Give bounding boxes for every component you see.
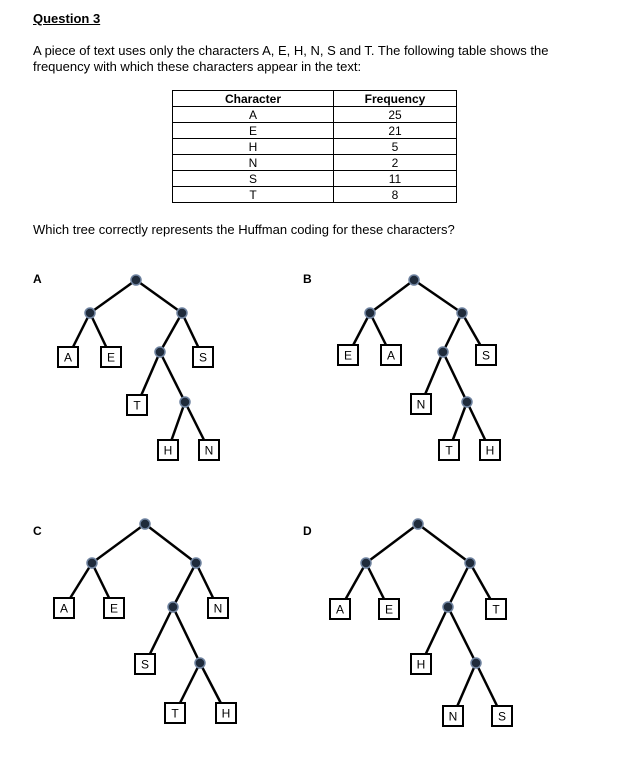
- leaf-label: S: [140, 657, 150, 672]
- character-cell: S: [173, 171, 334, 187]
- option-label: C: [33, 524, 42, 538]
- question-intro: A piece of text uses only the characters A, E, H, N, S and T. The following table shows the frequency with which these characters appear in the text:: [33, 43, 549, 74]
- frequency-cell: 21: [334, 123, 457, 139]
- leaf-node: [439, 440, 459, 460]
- leaf-node: [480, 440, 500, 460]
- leaf-label: S: [481, 348, 491, 363]
- leaf-node: [486, 599, 506, 619]
- tree-option: [303, 519, 512, 726]
- tree-option: [33, 519, 236, 723]
- tree-edge: [90, 280, 136, 313]
- leaf-node: [199, 440, 219, 460]
- tree-edge: [173, 563, 196, 607]
- header-frequency: Frequency: [334, 91, 457, 107]
- leaf-label: S: [198, 350, 208, 365]
- leaf-label: H: [485, 443, 495, 458]
- internal-node: [409, 275, 419, 285]
- leaf-label: H: [221, 706, 231, 721]
- tree-edge: [366, 524, 418, 563]
- leaf-label: H: [163, 443, 173, 458]
- internal-node: [85, 308, 95, 318]
- leaf-node: [411, 394, 431, 414]
- internal-node: [168, 602, 178, 612]
- leaf-node: [330, 599, 350, 619]
- leaf-label: N: [213, 601, 223, 616]
- tree-edge: [92, 524, 145, 563]
- internal-node: [462, 397, 472, 407]
- character-cell: N: [173, 155, 334, 171]
- character-cell: H: [173, 139, 334, 155]
- internal-node: [87, 558, 97, 568]
- leaf-label: H: [416, 657, 426, 672]
- internal-node: [438, 347, 448, 357]
- leaf-node: [193, 347, 213, 367]
- leaf-label: N: [204, 443, 214, 458]
- character-cell: A: [173, 107, 334, 123]
- tree-edge: [160, 352, 185, 402]
- tree-option: [303, 272, 500, 460]
- leaf-node: [216, 703, 236, 723]
- leaf-node: [411, 654, 431, 674]
- tree-edge: [173, 607, 200, 663]
- leaf-label: E: [343, 348, 353, 363]
- character-cell: E: [173, 123, 334, 139]
- leaf-node: [104, 598, 124, 618]
- tree-edge: [160, 313, 182, 352]
- leaf-node: [476, 345, 496, 365]
- internal-node: [180, 397, 190, 407]
- leaf-node: [127, 395, 147, 415]
- leaf-node: [135, 654, 155, 674]
- internal-node: [443, 602, 453, 612]
- leaf-label: S: [497, 709, 507, 724]
- tree-option: [33, 272, 219, 460]
- leaf-label: T: [492, 602, 500, 617]
- internal-node: [465, 558, 475, 568]
- leaf-label: T: [171, 706, 179, 721]
- leaf-label: A: [335, 602, 345, 617]
- internal-node: [155, 347, 165, 357]
- internal-node: [457, 308, 467, 318]
- internal-node: [191, 558, 201, 568]
- option-label: D: [303, 524, 312, 538]
- leaf-node: [158, 440, 178, 460]
- leaf-node: [443, 706, 463, 726]
- frequency-cell: 8: [334, 187, 457, 203]
- leaf-node: [54, 598, 74, 618]
- leaf-label: T: [133, 398, 141, 413]
- option-label: B: [303, 272, 312, 286]
- internal-node: [361, 558, 371, 568]
- tree-edge: [136, 280, 182, 313]
- internal-node: [131, 275, 141, 285]
- leaf-node: [338, 345, 358, 365]
- frequency-cell: 25: [334, 107, 457, 123]
- leaf-label: E: [109, 601, 119, 616]
- tree-edge: [145, 524, 196, 563]
- internal-node: [471, 658, 481, 668]
- leaf-label: T: [445, 443, 453, 458]
- tree-edge: [418, 524, 470, 563]
- header-character: Character: [173, 91, 334, 107]
- frequency-cell: 11: [334, 171, 457, 187]
- character-cell: T: [173, 187, 334, 203]
- tree-edge: [414, 280, 462, 313]
- frequency-cell: 2: [334, 155, 457, 171]
- leaf-label: E: [106, 350, 116, 365]
- option-label: A: [33, 272, 42, 286]
- internal-node: [365, 308, 375, 318]
- tree-edge: [443, 313, 462, 352]
- tree-edge: [448, 563, 470, 607]
- leaf-node: [58, 347, 78, 367]
- frequency-cell: 5: [334, 139, 457, 155]
- leaf-node: [165, 703, 185, 723]
- leaf-label: A: [63, 350, 73, 365]
- question-prompt: Which tree correctly represents the Huffman coding for these characters?: [33, 222, 455, 237]
- leaf-node: [492, 706, 512, 726]
- tree-edge: [443, 352, 467, 402]
- internal-node: [140, 519, 150, 529]
- leaf-label: E: [384, 602, 394, 617]
- internal-node: [195, 658, 205, 668]
- leaf-node: [381, 345, 401, 365]
- leaf-node: [379, 599, 399, 619]
- tree-edge: [448, 607, 476, 663]
- leaf-label: N: [448, 709, 458, 724]
- tree-edge: [370, 280, 414, 313]
- leaf-node: [208, 598, 228, 618]
- leaf-label: N: [416, 397, 426, 412]
- leaf-node: [101, 347, 121, 367]
- leaf-label: A: [59, 601, 69, 616]
- internal-node: [177, 308, 187, 318]
- question-title: Question 3: [33, 11, 101, 26]
- leaf-label: A: [386, 348, 396, 363]
- internal-node: [413, 519, 423, 529]
